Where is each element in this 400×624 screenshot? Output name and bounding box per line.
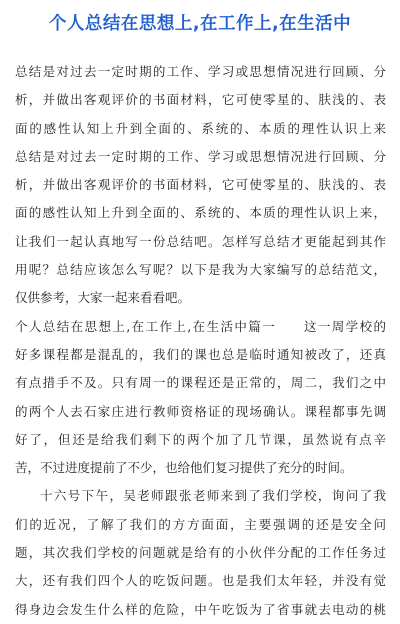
text-line: 让我们一起认真地写一份总结吧。怎样写总结才更能起到其作	[15, 233, 386, 249]
text-line: 题，其次我们学校的问题就是给有的小伙伴分配的工作任务过	[15, 545, 386, 561]
text-line: 大，还有我们四个人的吃饭问题。也是我们太年轻，并没有觉	[15, 573, 386, 589]
text-line: 们的近况，了解了我们的方方面面，主要强调的还是安全问	[15, 516, 386, 532]
text-line: 析，并做出客观评价的书面材料，它可使零星的、肤浅的、表	[15, 177, 386, 193]
text-line: 好了，但还是给我们剩下的两个加了几节课，虽然说有点辛	[15, 431, 386, 447]
text-line: 析，并做出客观评价的书面材料，它可使零星的、肤浅的、表	[15, 92, 386, 108]
text-line: 有点措手不及。只有周一的课程还是正常的，周二，我们之中	[15, 375, 386, 391]
title-bar	[0, 0, 400, 44]
document-title: 个人总结在思想上,在工作上,在生活中	[48, 13, 352, 34]
text-line: 总结是对过去一定时期的工作、学习或思想情况进行回顾、分	[15, 64, 386, 79]
text-line: 苦，不过进度提前了不少，也给他们复习提供了充分的时间。	[15, 460, 353, 476]
text-line: 面的感性认知上升到全面的、系统的、本质的理性认识上来	[15, 120, 386, 136]
text-line: 总结是对过去一定时期的工作、学习或思想情况进行回顾、分	[15, 148, 386, 164]
text-line: 用呢？总结应该怎么写呢？以下是我为大家编写的总结范文，	[15, 262, 386, 278]
document-body	[0, 44, 400, 624]
text-line: 的两个人去石家庄进行教师资格证的现场确认。课程都事先调	[15, 403, 386, 419]
text-line: 得身边会发生什么样的危险，中午吃饭为了省事就去电动的桃	[15, 601, 386, 617]
text-line: 好多课程都是混乱的，我们的课也总是临时通知被改了，还真	[15, 346, 386, 362]
text-line: 十六号下午，吴老师跟张老师来到了我们学校，询问了我	[40, 488, 386, 504]
text-line: 面的感性认知上升到全面的、系统的、本质的理性认识上来，	[15, 205, 386, 221]
text-line: 个人总结在思想上,在工作上,在生活中篇一 这一周学校的	[15, 318, 386, 334]
text-line: 仅供参考，大家一起来看看吧。	[15, 290, 191, 306]
